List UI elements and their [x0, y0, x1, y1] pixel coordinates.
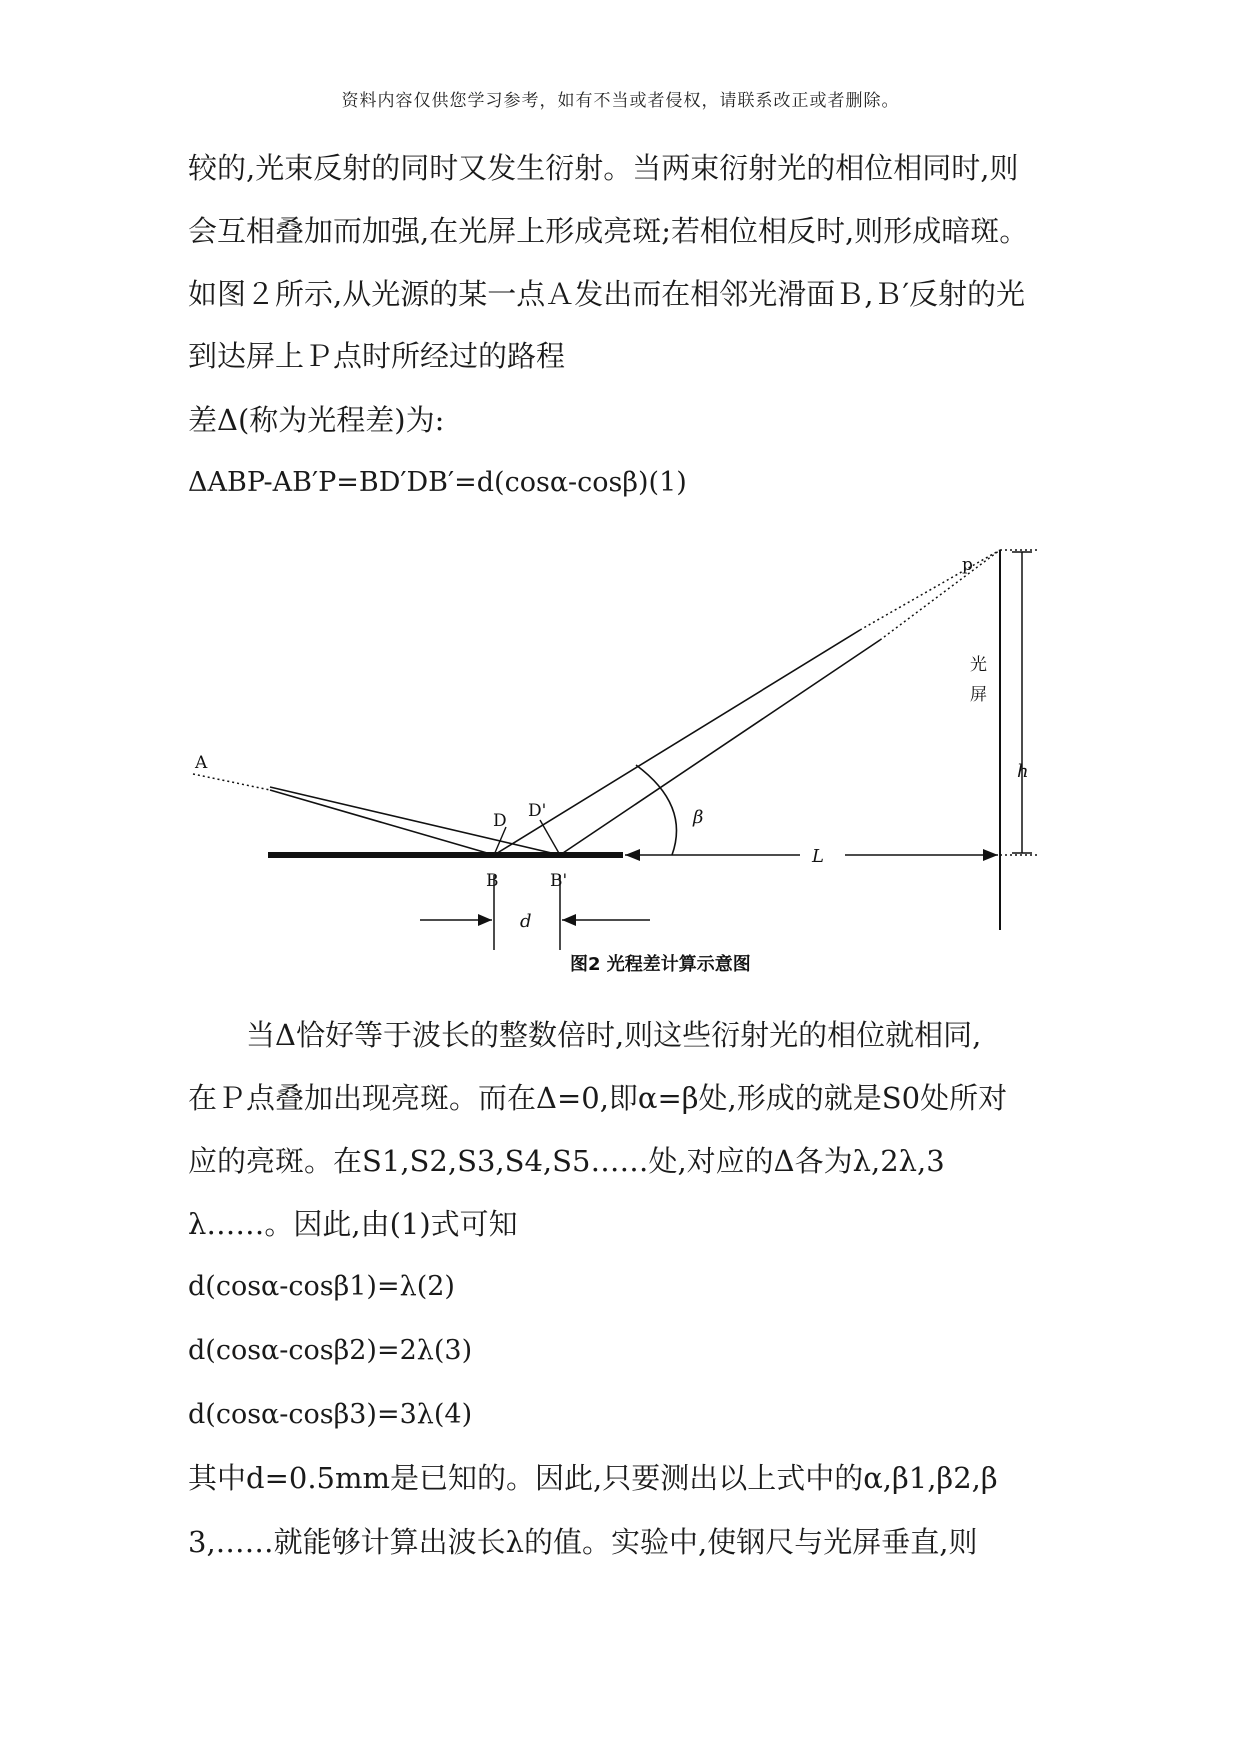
perpendicular-BprimeDprime: [540, 820, 560, 855]
paragraph-line: λ……。因此,由(1)式可知: [188, 1207, 518, 1241]
figure-caption: 图2 光程差计算示意图: [570, 954, 751, 975]
label-Bprime: B': [550, 871, 568, 891]
label-screen-1: 光: [970, 655, 987, 675]
label-d: d: [520, 911, 532, 932]
incident-ray-dotted: [193, 774, 270, 790]
label-A: A: [195, 753, 208, 773]
paragraph-line: 其中d=0.5mm是已知的。因此,只要测出以上式中的α,β1,β2,β: [188, 1461, 998, 1495]
label-L: L: [812, 846, 824, 867]
paragraph-line: 到达屏上Ｐ点时所经过的路程: [188, 339, 566, 373]
paragraph-line: 3,……就能够计算出波长λ的值。实验中,使钢尺与光屏垂直,则: [188, 1525, 978, 1559]
reflected-ray-dotted: [860, 550, 1000, 630]
incident-ray-to-Bprime: [270, 787, 560, 855]
paragraph-line: 会互相叠加而加强,在光屏上形成亮斑;若相位相反时,则形成暗斑。: [188, 214, 1029, 248]
label-beta: β: [693, 807, 704, 828]
L-arrowhead-left: [625, 849, 640, 861]
L-arrowhead-right: [983, 849, 998, 861]
label-B: B: [486, 871, 499, 891]
d-arrowhead-left: [478, 914, 492, 926]
incident-ray-to-B: [270, 790, 494, 855]
page-header-disclaimer: 资料内容仅供您学习参考，如有不当或者侵权，请联系改正或者删除。: [341, 91, 900, 111]
beta-angle-arc: [636, 765, 677, 855]
reflected-ray-from-B: [494, 630, 860, 855]
paragraph-line: 差Δ(称为光程差)为:: [188, 403, 445, 437]
label-h: h: [1017, 761, 1029, 782]
paragraph-line: 在Ｐ点叠加出现亮斑。而在Δ=0,即α=β处,形成的就是S0处所对: [188, 1081, 1008, 1115]
paragraph-line-text: 当Δ恰好等于波长的整数倍时,则这些衍射光的相位就相同,: [246, 1018, 982, 1052]
label-Dprime: D': [528, 801, 547, 821]
equation-3: d(cosα-cosβ2)=2λ(3): [188, 1335, 473, 1366]
paragraph-line: 如图２所示,从光源的某一点Ａ发出而在相邻光滑面Ｂ,Ｂ′反射的光: [188, 277, 1026, 311]
equation-4: d(cosα-cosβ3)=3λ(4): [188, 1399, 473, 1430]
equation-2: d(cosα-cosβ1)=λ(2): [188, 1271, 455, 1302]
reflected-ray-from-Bprime: [560, 640, 880, 855]
d-arrowhead-right: [562, 914, 576, 926]
optical-path-diagram: [0, 530, 1241, 1000]
paragraph-line: 较的,光束反射的同时又发生衍射。当两束衍射光的相位相同时,则: [188, 151, 1019, 185]
paragraph-line: 应的亮斑。在S1,S2,S3,S4,S5……处,对应的Δ各为λ,2λ,3: [188, 1144, 945, 1178]
label-D: D: [493, 811, 507, 831]
reflected-ray-dotted: [880, 550, 1000, 640]
label-P: p: [962, 555, 973, 575]
paragraph-line: [188, 1018, 981, 1052]
equation-1: ΔABP-AB′P=BD′DB′=d(cosα-cosβ)(1): [188, 467, 687, 498]
label-screen-2: 屏: [970, 685, 987, 705]
